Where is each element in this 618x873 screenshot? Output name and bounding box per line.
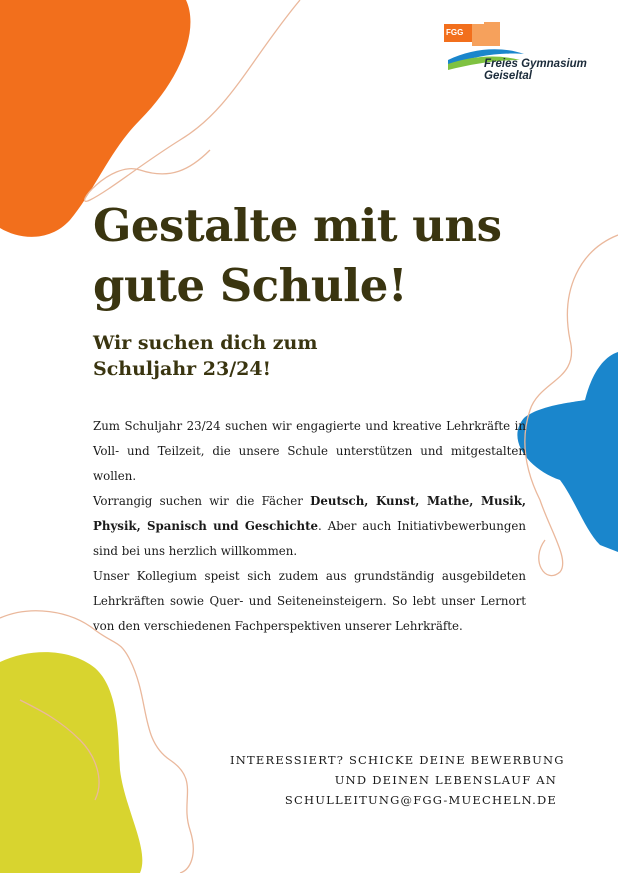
subhead-line-2: Schuljahr 23/24! <box>93 358 271 380</box>
yellow-blob <box>0 652 142 873</box>
paragraph-staff: Unser Kollegium speist sich zudem aus grundständig ausgebildeten Lehrkräften sowie Quer- und Seiteneinsteigern. So lebt unser Lernort von den verschiedenen Fachperspektiven unserer Lehrkräfte. <box>93 569 526 633</box>
page-headline <box>93 196 573 316</box>
logo-text <box>484 58 587 82</box>
logo-line-1: Freies Gymnasium <box>484 58 587 70</box>
subjects-list: Deutsch, Kunst, Mathe, Musik, Physik, Spanisch und Geschichte <box>93 494 526 533</box>
subjects-suffix: . Aber auch Initiativbewerbungen sind bei uns herzlich willkommen. <box>93 519 526 558</box>
paragraph-intro: Zum Schuljahr 23/24 suchen wir engagierte und kreative Lehrkräfte in Voll- und Teilzeit, die unsere Schule unterstützen und mitgestalten wollen. <box>93 419 526 483</box>
blue-blob <box>517 352 618 552</box>
body-text <box>93 414 526 639</box>
headline-line-1: Gestalte mit uns <box>93 199 502 252</box>
paragraph-subjects <box>93 489 526 564</box>
cta-line-2: UND DEINEN LEBENSLAUF AN <box>334 773 557 787</box>
subjects-prefix: Vorrangig suchen wir die Fächer <box>93 494 311 508</box>
logo-badge: FGG <box>446 28 464 37</box>
call-to-action <box>230 750 565 810</box>
subhead-line-1: Wir suchen dich zum <box>93 332 318 354</box>
headline-line-2: gute Schule! <box>93 259 408 312</box>
cta-email: SCHULLEITUNG@FGG-MUECHELN.DE <box>284 793 557 807</box>
cta-line-1: INTERESSIERT? SCHICKE DEINE BEWERBUNG <box>230 753 565 767</box>
logo-line-2: Geiseltal <box>484 70 532 82</box>
subheadline <box>93 330 513 382</box>
